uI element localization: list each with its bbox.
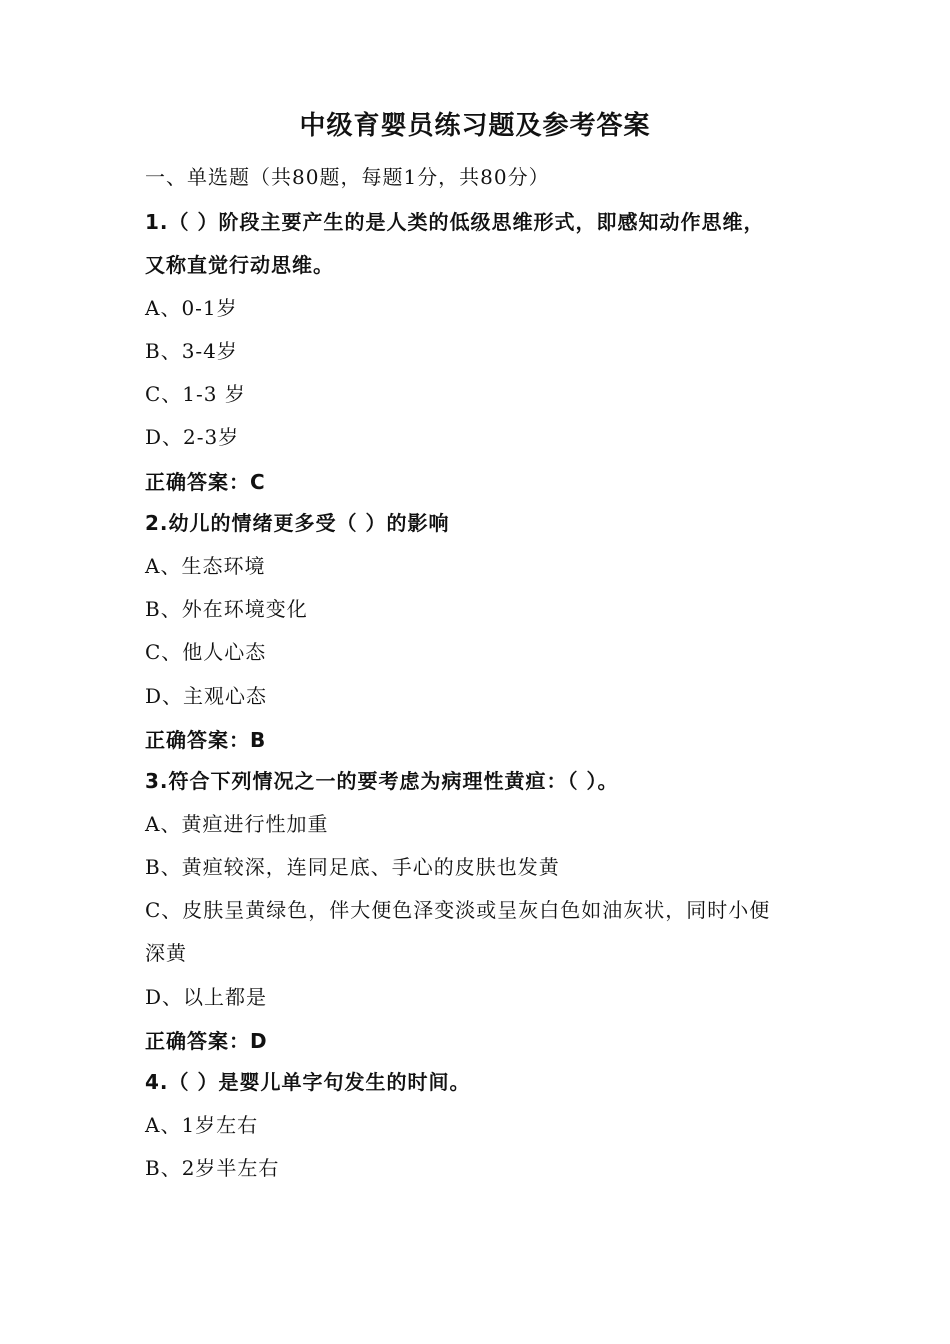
question-3-option-c-line-1: C、皮肤呈黄绿色，伴大便色泽变淡或呈灰白色如油灰状，同时小便 — [145, 898, 771, 922]
section-heading: 一、单选题（共80题，每题1分，共80分） — [145, 165, 550, 189]
question-3-option-b: B、黄疸较深，连同足底、手心的皮肤也发黄 — [145, 855, 560, 879]
question-1-option-a: A、0-1岁 — [145, 296, 238, 320]
question-3-stem: 3.符合下列情况之一的要考虑为病理性黄疸：（ ）。 — [145, 769, 619, 793]
question-4-option-b: B、2岁半左右 — [145, 1156, 280, 1180]
question-1-option-b: B、3-4岁 — [145, 339, 238, 363]
question-1-option-c: C、1-3 岁 — [145, 382, 246, 406]
question-2-stem: 2.幼儿的情绪更多受（ ）的影响 — [145, 511, 450, 535]
question-2-option-c: C、他人心态 — [145, 640, 267, 664]
question-2-option-b: B、外在环境变化 — [145, 597, 308, 621]
question-1-stem-line-1: 1.（ ）阶段主要产生的是人类的低级思维形式，即感知动作思维， — [145, 210, 765, 234]
question-3-answer: 正确答案：D — [145, 1029, 268, 1053]
question-2-answer: 正确答案：B — [145, 728, 267, 752]
question-3-option-a: A、黄疸进行性加重 — [145, 812, 329, 836]
question-3-option-c-line-2: 深黄 — [145, 941, 187, 965]
question-1-answer: 正确答案：C — [145, 470, 266, 494]
question-4-option-a: A、1岁左右 — [145, 1113, 259, 1137]
question-1-stem-line-2: 又称直觉行动思维。 — [145, 253, 334, 277]
document-title: 中级育婴员练习题及参考答案 — [299, 111, 651, 141]
question-1-option-d: D、2-3岁 — [145, 425, 240, 449]
question-2-option-d: D、主观心态 — [145, 684, 268, 708]
question-4-stem: 4.（ ）是婴儿单字句发生的时间。 — [145, 1070, 471, 1094]
question-2-option-a: A、生态环境 — [145, 554, 266, 578]
question-3-option-d: D、以上都是 — [145, 985, 268, 1009]
